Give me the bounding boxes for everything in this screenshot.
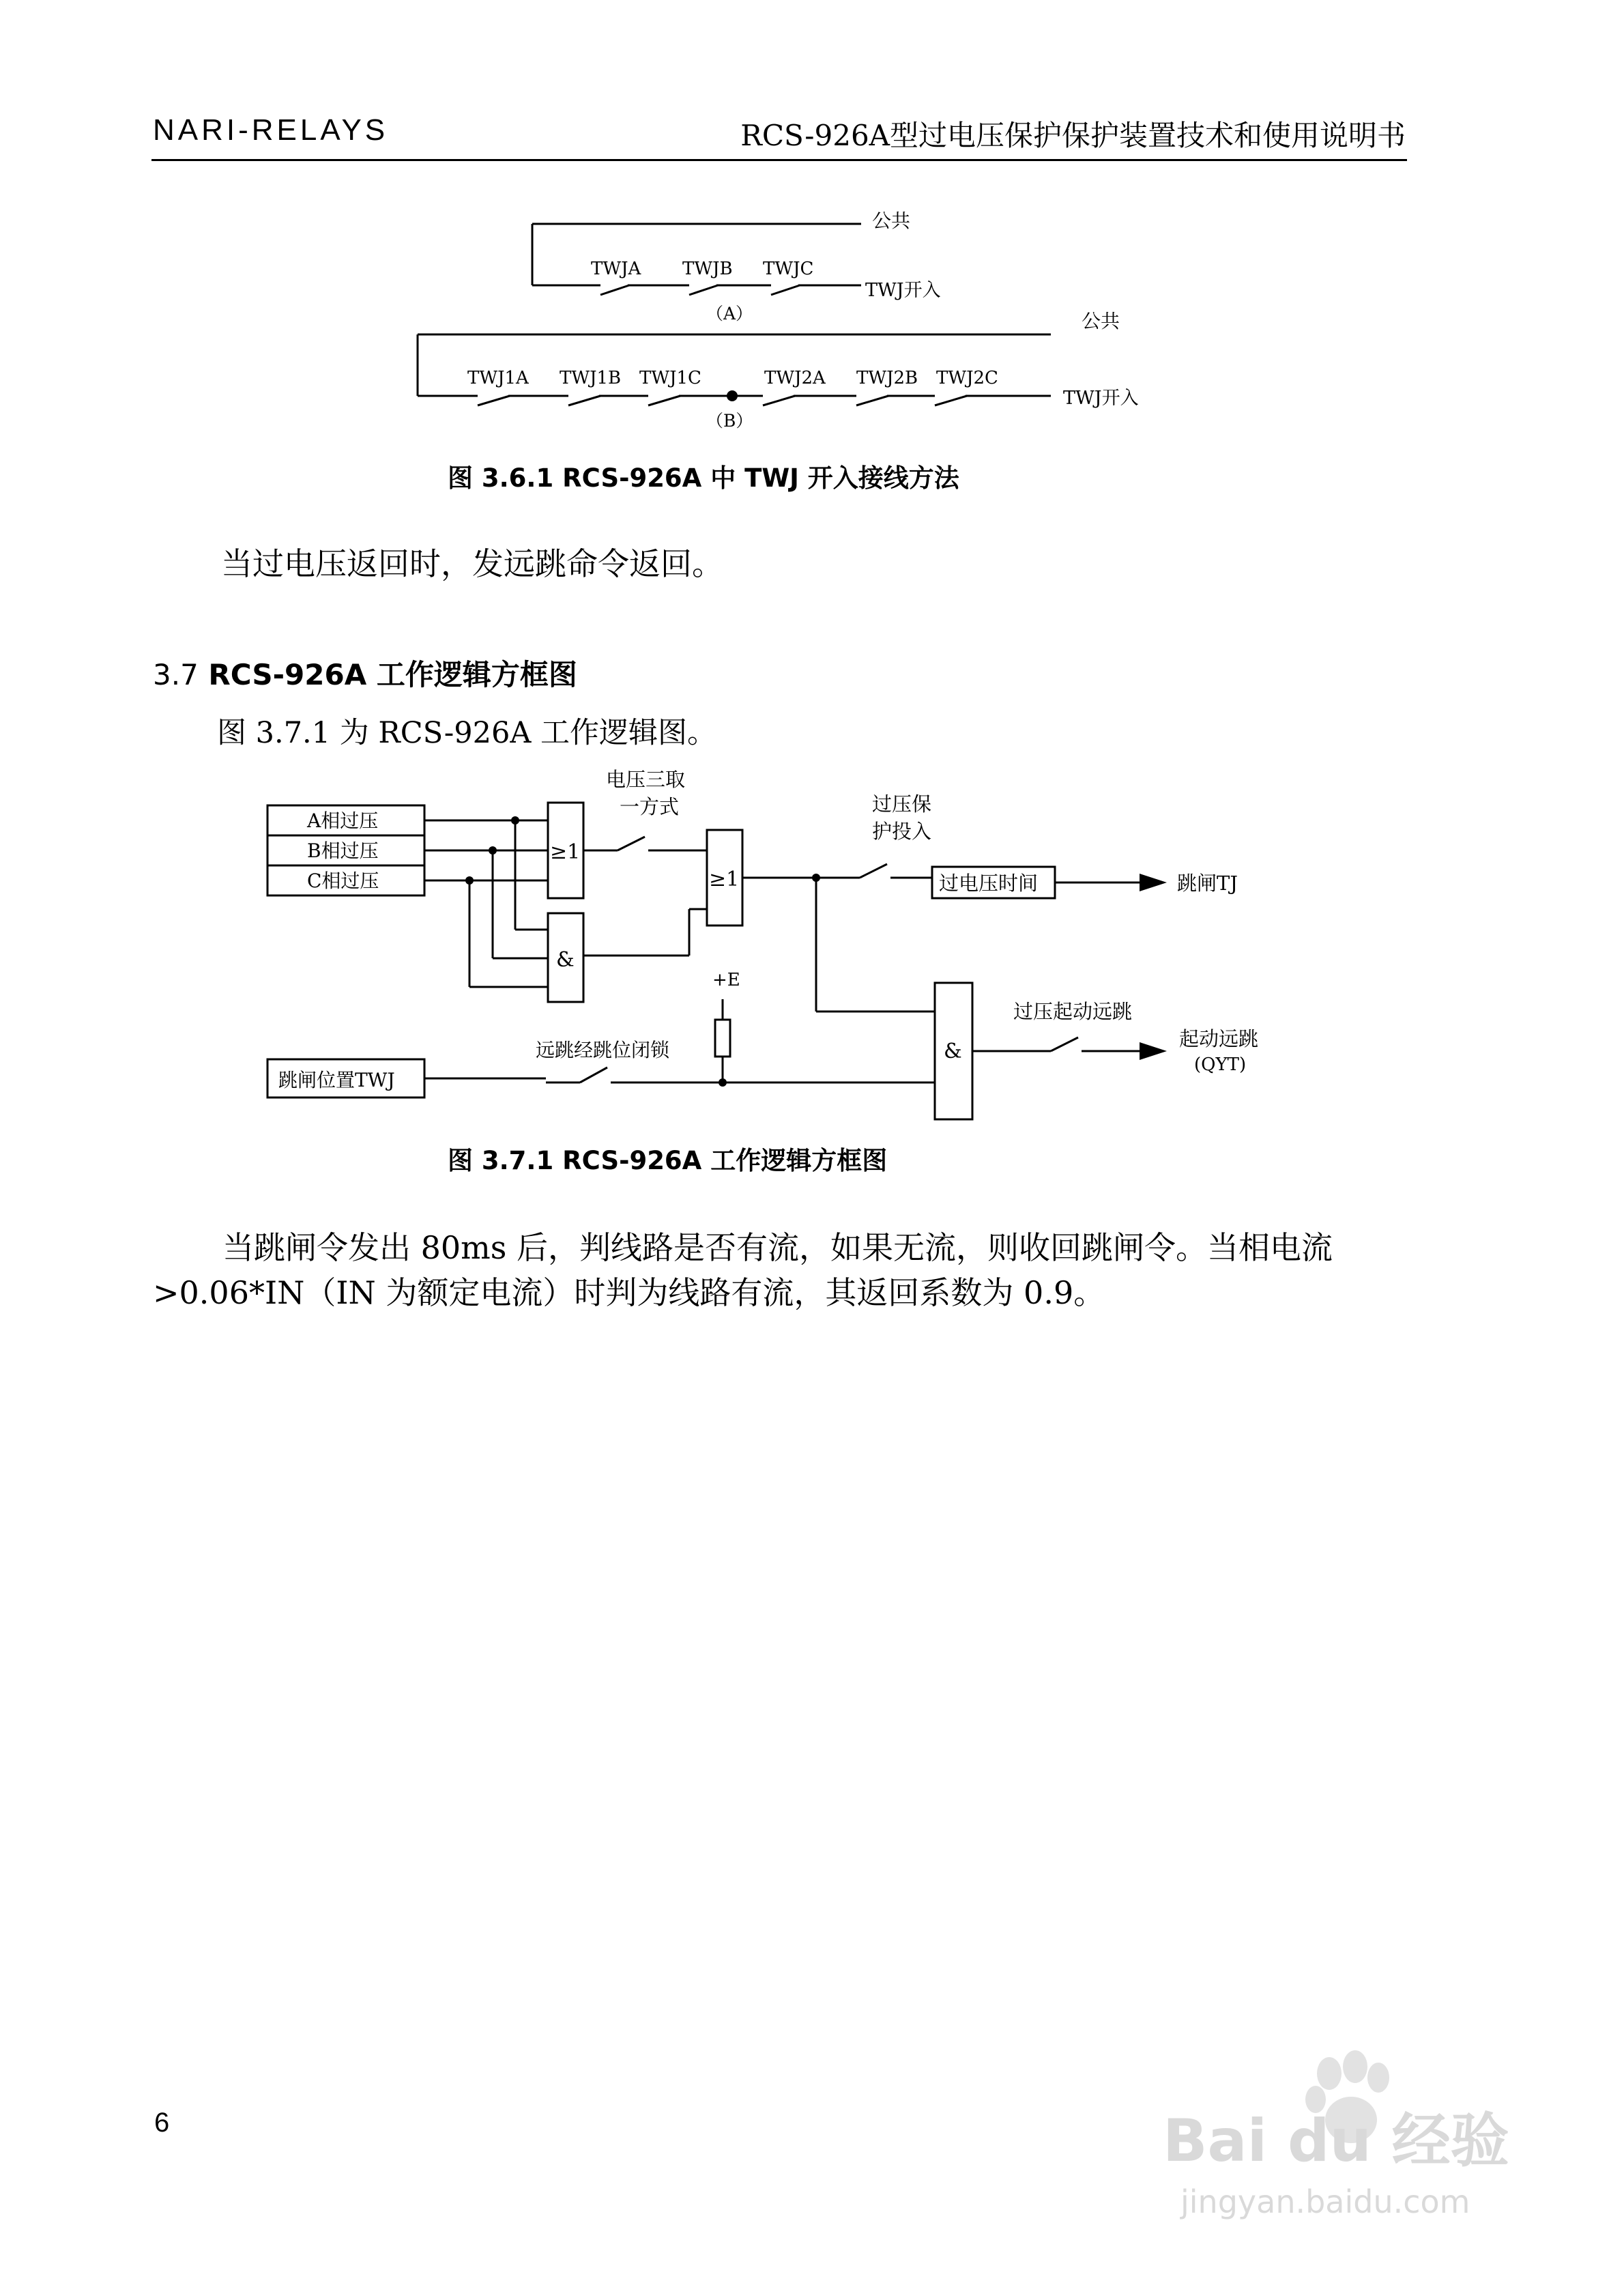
contact-label: TWJ1C: [639, 368, 701, 388]
or-gate-1-label: ≥1: [550, 840, 581, 864]
watermark-url: jingyan.baidu.com: [1180, 2183, 1470, 2220]
header-right-title: RCS-926A型过电压保护保护装置技术和使用说明书: [740, 119, 1406, 152]
logic-diagram: [0, 751, 1624, 1201]
contact-label: TWJ1A: [467, 368, 529, 388]
trip-output-label: 跳闸TJ: [1177, 872, 1238, 895]
remote-switch-label: 过压起动远跳: [1013, 1000, 1133, 1023]
section-number: 3.7: [153, 658, 199, 691]
contact-label: TWJ2A: [764, 368, 826, 388]
input-label-c: C相过压: [307, 870, 379, 892]
input-label-a: A相过压: [307, 809, 379, 832]
remote-output-label-2: (QYT): [1194, 1054, 1247, 1075]
or-gate-2-label: ≥1: [709, 867, 740, 891]
contact-label: TWJ2C: [936, 368, 998, 388]
and-gate-1-label: &: [556, 948, 575, 972]
group-a-common-label: 公共: [872, 210, 911, 232]
group-a-label: （A）: [706, 304, 753, 324]
page-number: 6: [154, 2108, 170, 2138]
group-b-label: （B）: [706, 411, 753, 431]
contact-label: TWJC: [763, 259, 814, 279]
contact-label: TWJA: [591, 259, 641, 279]
contact-label: TWJB: [682, 259, 733, 279]
mode-switch-label-1: 电压三取: [606, 768, 686, 791]
protect-switch-label-2: 护投入: [872, 820, 932, 843]
baidu-watermark: [1153, 2034, 1535, 2239]
supply-label: +E: [712, 970, 740, 990]
contact-label: TWJ2B: [856, 368, 918, 388]
junction-dot: [727, 390, 738, 401]
twj-input-label: 跳闸位置TWJ: [278, 1069, 395, 1091]
timer-label: 过电压时间: [939, 872, 1039, 895]
mode-switch-label-2: 一方式: [620, 795, 680, 818]
input-label-b: B相过压: [307, 840, 379, 862]
header-left-brand: NARI-RELAYS: [153, 113, 389, 147]
protect-switch-label-1: 过压保: [872, 792, 932, 816]
group-b-common-label: 公共: [1082, 310, 1120, 332]
watermark-brand: Bai du 经验: [1163, 2107, 1509, 2175]
contact-label: TWJ1B: [560, 368, 622, 388]
group-a-output-label: TWJ开入: [865, 280, 941, 301]
paragraph-1: 当过电压返回时，发远跳命令返回。: [221, 545, 723, 582]
paragraph-3-line-2: >0.06*IN（IN 为额定电流）时判为线路有流，其返回系数为 0.9。: [153, 1274, 1105, 1311]
section-heading: [153, 652, 577, 693]
lock-switch-label: 远跳经跳位闭锁: [536, 1039, 670, 1061]
paragraph-2: 图 3.7.1 为 RCS-926A 工作逻辑图。: [217, 716, 717, 750]
section-title: RCS-926A 工作逻辑方框图: [208, 658, 577, 691]
figure2-caption: 图 3.7.1 RCS-926A 工作逻辑方框图: [448, 1146, 888, 1175]
trip-arrow-icon: [1140, 874, 1167, 891]
paragraph-3-line-1: 当跳闸令发出 80ms 后，判线路是否有流，如果无流，则收回跳闸令。当相电流: [222, 1229, 1333, 1266]
group-b-output-label: TWJ开入: [1063, 388, 1139, 409]
remote-output-label-1: 起动远跳: [1179, 1027, 1259, 1050]
twj-wiring-figure: [0, 0, 1624, 491]
and-gate-2-label: &: [944, 1039, 962, 1063]
figure1-caption: 图 3.6.1 RCS-926A 中 TWJ 开入接线方法: [448, 463, 959, 493]
remote-arrow-icon: [1140, 1042, 1167, 1060]
